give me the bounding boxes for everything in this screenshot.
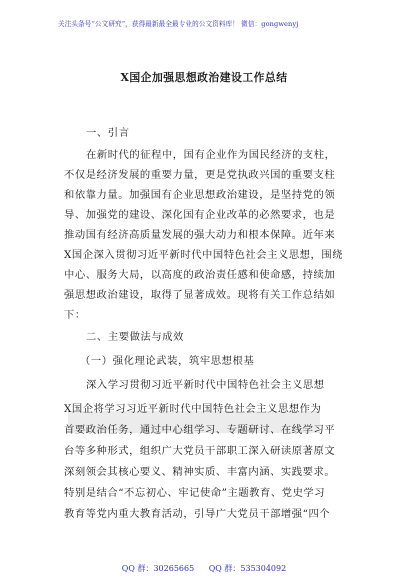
paragraph-line: 台等多种形式，组织广大党员干部职工深入研读原著原文 [64,445,336,457]
footer-contact [0,563,408,574]
paragraph-line: X国企深入贯彻习近平新时代中国特色社会主义思想，围绕 [64,249,344,261]
document-title: X国企加强思想政治建设工作总结 [120,71,288,84]
subsection-subheading: 深入学习贯彻习近平新时代中国特色社会主义思想 [86,379,325,391]
paragraph-line: 深刻领会其核心要义、精神实质、丰富内涵、实践要求。 [64,466,336,478]
header-note: 关注头条号“公文研究”，获得最新最全最专业的公文资料库！ 微信：gongwenyj [58,20,299,28]
paragraph-line: 中心、服务大局，以高度的政治责任感和使命感，持续加 [64,269,336,281]
section-heading-methods: 二、主要做法与成效 [86,331,185,343]
paragraph-line: 下： [64,309,86,321]
paragraph-line: 在新时代的征程中，国有企业作为国民经济的支柱， [86,149,336,161]
paragraph-line: 推动国有经济高质量发展的强大动力和根本保障。近年来 [64,229,336,241]
paragraph-line: X国企将学习习近平新时代中国特色社会主义思想作为 [64,403,322,415]
section-heading-intro: 一、引言 [86,127,130,139]
paragraph-line: 强思想政治建设，取得了显著成效。现将有关工作总结如 [64,289,336,301]
paragraph-line: 特别是结合“不忘初心、牢记使命”主题教育、党史学习 [64,487,326,499]
paragraph-line: 首要政治任务，通过中心组学习、专题研讨、在线学习平 [64,424,336,436]
paragraph-line: 和依靠力量。加强国有企业思想政治建设，是坚持党的领 [64,189,336,201]
paragraph-line: 不仅是经济发展的重要力量，更是党执政兴国的重要支柱 [64,169,336,181]
footer-qq-group-1: QQ 群：30265665 [121,564,195,573]
footer-qq-group-2: QQ 群：535304092 [208,564,287,573]
paragraph-line: 导、加强党的建设、深化国有企业改革的必然要求，也是 [64,209,336,221]
subsection-heading: （一）强化理论武装，筑牢思想根基 [80,355,255,367]
paragraph-line: 教育等党内重大教育活动，引导广大党员干部增强“四个 [64,508,331,520]
